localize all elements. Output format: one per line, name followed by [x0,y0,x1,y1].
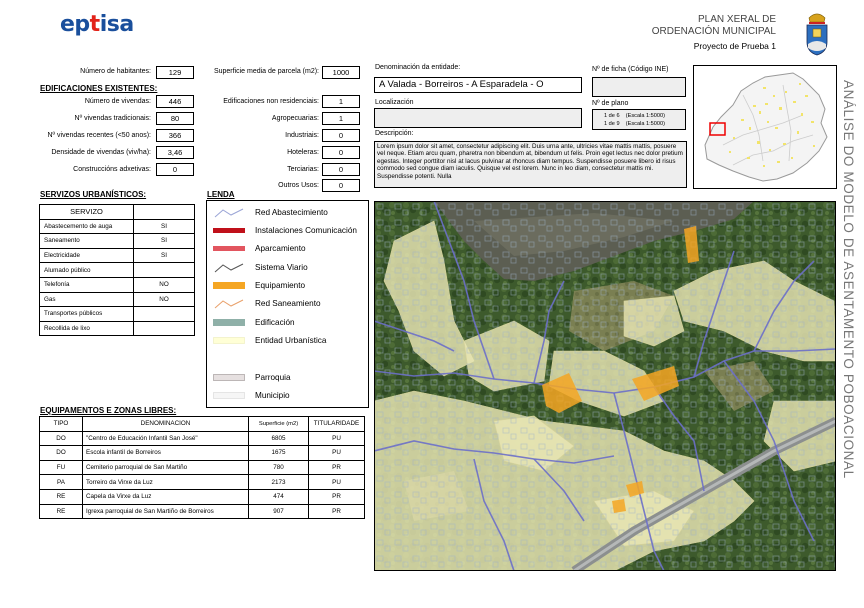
logo-text: eptisa [60,12,134,37]
eq-titularidade: PR [309,489,365,504]
header-title-line2: ORDENACIÓN MUNICIPAL [651,25,776,37]
eq-tipo: DO [40,431,83,446]
table-row [40,504,365,519]
descripcion-label: Descripción: [375,130,414,137]
coat-of-arms-icon [804,12,830,56]
legend-swatch-edificacion [213,317,245,329]
eq-superficie: 780 [249,460,309,475]
eq-denominacion: Escola infantil de Borreiros [83,446,249,461]
eq-superficie: 907 [249,504,309,519]
table-row [40,307,195,322]
main-map[interactable] [374,201,836,571]
legend-label: Parroquia [255,373,291,382]
servizo-value [134,321,195,336]
servizos-title: SERVIZOS URBANÍSTICOS: [40,190,147,199]
edificaciones-title: EDIFICACIONES EXISTENTES: [40,84,158,93]
stat-mid-label: Agropecuarias: [271,115,319,122]
table-row [40,321,195,336]
plano-num: 1 de 6 [604,113,620,119]
legend-label: Red Saneamiento [255,299,321,308]
header-title [600,14,776,53]
eq-denominacion: Capela da Virxe da Luz [83,489,249,504]
eq-tipo: RE [40,504,83,519]
stat-left-value: 0 [156,163,194,176]
servizo-value: SI [134,248,195,263]
stat-left-value: 80 [156,112,194,125]
eq-header-denominacion: DENOMINACION [83,417,249,432]
eq-titularidade: PU [309,431,365,446]
plano-scale: (Escala 1:5000) [625,121,665,127]
legend-label: Aparcamiento [255,244,306,253]
superficie-value: 1000 [322,66,360,79]
denominacion-value: A Valada - Borreiros - A Esparadela - O [374,77,582,93]
servizo-value: NO [134,292,195,307]
stat-mid-value: 0 [322,146,360,159]
plano-scale: (Escala 1:5000) [625,113,665,119]
eq-superficie: 6805 [249,431,309,446]
eq-tipo: FU [40,460,83,475]
table-row [40,489,365,504]
stat-left-value: 446 [156,95,194,108]
lenda-box [206,200,369,408]
legend-swatch-red-abastecimiento [213,207,245,219]
servizo-value: NO [134,277,195,292]
legend-swatch-equipamiento [213,280,245,292]
locator-map [693,65,837,189]
eq-tipo: DO [40,446,83,461]
servizos-table [39,204,195,336]
ficha-label: Nº de ficha (Código INE) [592,66,669,73]
legend-swatch-municipio [213,390,245,402]
servizo-name: Gas [40,292,134,307]
legend-swatch-parroquia [213,372,245,384]
eq-denominacion: Igrexa parroquial de San Martiño de Borreiros [83,504,249,519]
stat-left-label: Número de vivendas: [84,98,151,105]
servizo-name: Saneamento [40,234,134,249]
servizo-value: SI [134,219,195,234]
legend-swatch-aparcamiento [213,243,245,255]
eptisa-logo [60,12,134,37]
logo-accent: t [89,12,100,37]
header-title-line1: PLAN XERAL DE [698,14,776,25]
stat-mid-label: Outros Usos: [278,182,319,189]
equipamentos-title: EQUIPAMENTOS E ZONAS LIBRES: [40,406,177,415]
equipamentos-table [39,416,365,519]
table-row [40,292,195,307]
stat-left-value: 3,46 [156,146,194,159]
stat-left-label: Nº vivendas recentes (<50 anos): [47,132,151,139]
table-row [40,446,365,461]
eq-superficie: 1675 [249,446,309,461]
servizo-name: Abastecemento de auga [40,219,134,234]
localizacion-value [374,108,582,128]
eq-titularidade: PR [309,460,365,475]
stat-mid-label: Hoteleras: [287,149,319,156]
table-row [40,475,365,490]
side-title [840,80,860,530]
table-row [40,248,195,263]
servizo-value [134,307,195,322]
servizo-name: Electricidade [40,248,134,263]
servizo-name: Transportes públicos [40,307,134,322]
table-row [40,277,195,292]
eq-superficie: 2173 [249,475,309,490]
eq-titularidade: PR [309,504,365,519]
stat-left-label: Densidade de vivendas (viv/ha): [51,149,151,156]
plano-label: Nº de plano [592,100,629,107]
lenda-title: LENDA [207,190,235,199]
legend-label: Edificación [255,318,295,327]
plano-box [592,109,686,130]
stat-mid-label: Edificaciones non residenciais: [223,98,319,105]
stat-mid-label: Industriais: [285,132,319,139]
legend-label: Equipamiento [255,281,306,290]
legend-swatch-instalaciones [213,225,245,237]
eq-header-superficie: Superficie (m2) [249,417,309,432]
stat-left-label: Construccións adxetivas: [73,166,151,173]
servizo-value [134,263,195,278]
eq-superficie: 474 [249,489,309,504]
legend-label: Red Abastecimiento [255,208,328,217]
localizacion-label: Localización [375,99,414,106]
stat-mid-label: Terciarias: [287,166,319,173]
table-row [40,219,195,234]
table-row [40,431,365,446]
eq-titularidade: PU [309,446,365,461]
legend-label: Sistema Viario [255,263,308,272]
servizo-name: Telefonía [40,277,134,292]
stat-left-value: 366 [156,129,194,142]
legend-swatch-sistema-viario [213,262,245,274]
header-project: Proyecto de Prueba 1 [693,41,776,51]
table-row [40,460,365,475]
habitantes-value: 129 [156,66,194,79]
eq-tipo: RE [40,489,83,504]
eq-denominacion: "Centro de Educación Infantil San José" [83,431,249,446]
stat-mid-value: 0 [322,163,360,176]
superficie-label: Superficie media de parcela (m2): [213,68,319,75]
descripcion-value: Lorem ipsum dolor sit amet, consectetur adipiscing elit. Duis urna ante, ultricies vitae mattis mattis, posuere vel neque. Etiam arcu quam, pharetra non bibendum at, bibendum ut felis. Proin eget lectus nec dolor pretium egestas. Integer porttitor nisl at lacus pulvinar at rhoncus diam tempus. Suspendisse posuere libero id risus commodo sed congue diam iaculis. Quisque vel est lorem. Nunc in leo diam, consectetur mattis mi. Suspendisse potenti. Nulla [374,141,687,188]
stat-mid-value: 1 [322,95,360,108]
eq-titularidade: PU [309,475,365,490]
eq-denominacion: Torreiro da Virxe da Luz [83,475,249,490]
stat-left-label: Nº vivendas tradicionais: [74,115,151,122]
servizo-value: SI [134,234,195,249]
servizo-name: Alumado público [40,263,134,278]
eq-header-titularidade: TITULARIDADE [309,417,365,432]
servizo-name: Recollida de lixo [40,321,134,336]
stat-mid-value: 1 [322,112,360,125]
eq-header-tipo: TIPO [40,417,83,432]
ficha-value [592,77,686,97]
table-row [40,263,195,278]
servizos-header: SERVIZO [40,205,134,220]
eq-tipo: PA [40,475,83,490]
habitantes-label: Número de habitantes: [80,68,151,75]
legend-label: Entidad Urbanística [255,336,327,345]
denominacion-label: Denominación da entidade: [375,64,461,71]
legend-swatch-entidad [213,335,245,347]
legend-label: Municipio [255,391,290,400]
legend-swatch-red-saneamiento [213,298,245,310]
eq-denominacion: Cemiterio parroquial de San Martiño [83,460,249,475]
table-row [40,234,195,249]
plano-num: 1 de 9 [604,121,620,127]
stat-mid-value: 0 [322,129,360,142]
legend-label: Instalaciones Comunicación [255,226,357,235]
side-title-text: ANÁLISE DO MODELO DE ASENTAMENTO POBOACIONAL [841,80,856,479]
stat-mid-value: 0 [322,179,360,192]
